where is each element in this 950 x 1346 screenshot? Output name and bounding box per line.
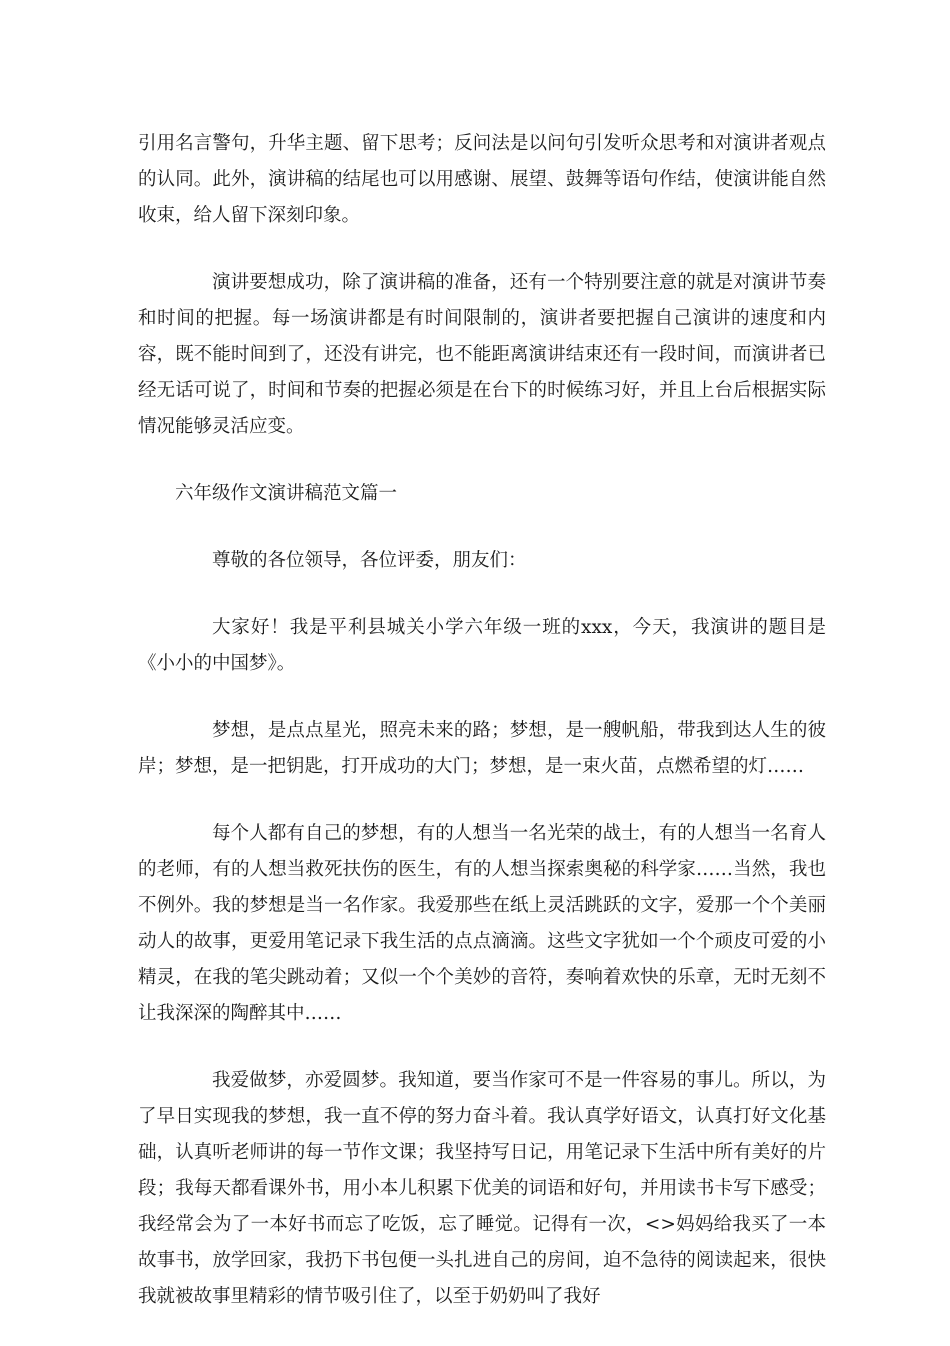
paragraph-pursuing-dream: 我爱做梦，亦爱圆梦。我知道，要当作家可不是一件容易的事儿。所以，为了早日实现我的梦想，我一直不停的努力奋斗着。我认真学好语文，认真打好文化基础，认真听老师讲的每一节作文课；我坚持写日记，用笔记录下生活中所有美好的片段；我每天都看课外书，用小本儿积累下优美的词语和好句，并用读书卡写下感受；我经常会为了一本好书而忘了吃饭，忘了睡觉。记得有一次，<>妈妈给我买了一本故事书，放学回家，我扔下书包便一头扎进自己的房间，迫不急待的阅读起来，很快我就被故事里精彩的情节吸引住了，以至于奶奶叫了我好: [138, 1070, 826, 1307]
paragraph-rhythm-and-time: 演讲要想成功，除了演讲稿的准备，还有一个特别要注意的就是对演讲节奏和时间的把握。每一场演讲都是有时间限制的，演讲者要把握自己演讲的速度和内容，既不能时间到了，还没有讲完，也不能距离演讲结束还有一段时间，而演讲者已经无话可说了，时间和节奏的把握必须是在台下的时候练习好，并且上台后根据实际情况能够灵活应变。: [138, 272, 826, 437]
document-body: [138, 126, 826, 1346]
section-heading: 六年级作文演讲稿范文篇一: [175, 483, 398, 504]
paragraph-speech-ending: 引用名言警句，升华主题、留下思考；反问法是以问句引发听众思考和对演讲者观点的认同。此外，演讲稿的结尾也可以用感谢、展望、鼓舞等语句作结，使演讲能自然收束，给人留下深刻印象。: [138, 133, 826, 226]
paragraph-everyone-has-dream: 每个人都有自己的梦想，有的人想当一名光荣的战士，有的人想当一名育人的老师，有的人想当救死扶伤的医生，有的人想当探索奥秘的科学家……当然，我也不例外。我的梦想是当一名作家。我爱那些在纸上灵活跳跃的文字，爱那一个个美丽动人的故事，更爱用笔记录下我生活的点点滴滴。这些文字犹如一个个顽皮可爱的小精灵，在我的笔尖跳动着；又似一个个美妙的音符，奏响着欢快的乐章，无时无刻不让我深深的陶醉其中……: [138, 823, 826, 1024]
paragraph-dream-metaphor: 梦想，是点点星光，照亮未来的路；梦想，是一艘帆船，带我到达人生的彼岸；梦想，是一把钥匙，打开成功的大门；梦想，是一束火苗，点燃希望的灯……: [138, 720, 826, 777]
paragraph-salutation: 尊敬的各位领导，各位评委，朋友们：: [212, 550, 527, 571]
paragraph-greeting: 大家好！我是平利县城关小学六年级一班的xxx，今天，我演讲的题目是《小小的中国梦》。: [138, 617, 826, 674]
